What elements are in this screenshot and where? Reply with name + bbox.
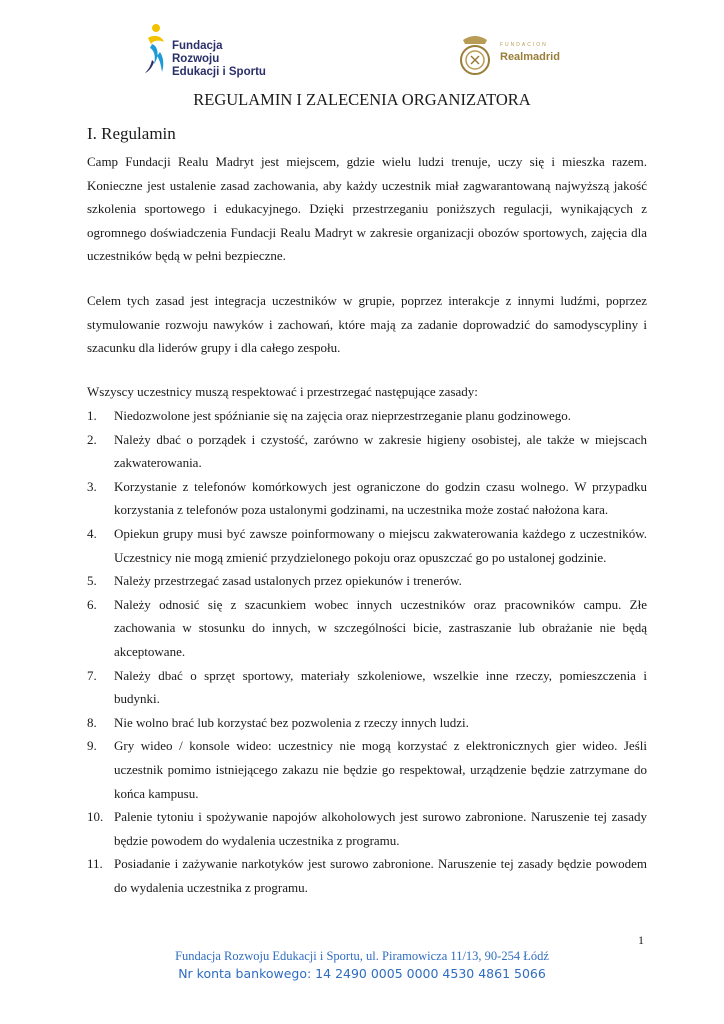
page-number: 1 [638, 933, 644, 947]
list-item [87, 404, 647, 428]
fundacja-logo [142, 22, 272, 82]
list-item [87, 805, 647, 852]
list-item [87, 522, 647, 569]
list-text: Gry wideo / konsole wideo: uczestnicy nie mogą korzystać z elektronicznych gier wideo. Jeśli uczestnik pomimo istniejącego zakazu nie będzie go respektował, urządzenie będzie zatrzymane do końca kampusu. [114, 738, 647, 801]
list-number: 9. [87, 738, 97, 754]
list-item [87, 711, 647, 735]
list-number: 5. [87, 573, 97, 589]
real-madrid-crest-icon [455, 30, 495, 78]
list-text: Posiadanie i zażywanie narkotyków jest surowo zabronione. Naruszenie tej zasady będzie powodem do wydalenia uczestnika z programu. [114, 856, 647, 895]
paragraph-purpose: Celem tych zasad jest integracja uczestników w grupie, poprzez interakcje z innymi ludźmi, poprzez stymulowanie rozwoju nawyków i zachowań, które mają za zadanie doprowadzić do samodyscypliny i szacunku dla liderów grupy i dla całego zespołu. [87, 293, 647, 356]
list-text: Korzystanie z telefonów komórkowych jest ograniczone do godzin czasu wolnego. W przypadku korzystania z telefonów poza ustalonymi godzinami, na uczestnika może zostać nałożona kara. [114, 478, 647, 518]
list-text: Nie wolno brać lub korzystać bez pozwolenia z rzeczy innych ludzi. [114, 714, 469, 730]
list-number: 10. [87, 809, 104, 825]
list-number: 4. [87, 525, 97, 541]
athlete-figure-icon [142, 22, 172, 74]
list-item [87, 593, 647, 664]
list-number: 6. [87, 596, 97, 612]
list-text: Należy dbać o porządek i czystość, zarówno w zakresie higieny osobistej, ale także w miejscach zakwaterowania. [114, 431, 647, 471]
list-item [87, 475, 647, 522]
list-number: 1. [87, 408, 97, 423]
logo-line-1: Fundacja Rozwoju [172, 40, 223, 65]
list-text: Należy dbać o sprzęt sportowy, materiały szkoleniowe, wszelkie inne rzeczy, pomieszczenia i budynki. [114, 667, 647, 707]
document-title: REGULAMIN I ZALECENIA ORGANIZATORA [193, 90, 531, 109]
rules-list [87, 404, 647, 899]
list-item [87, 664, 647, 711]
list-number: 11. [87, 856, 103, 872]
list-text: Opiekun grupy musi być zawsze poinformowany o miejscu zakwaterowania każdego z uczestników. Uczestnicy nie mogą zmienić przydzielonego pokoju oraz opuszczać go po ustalonej godzinie. [114, 525, 647, 565]
list-number: 3. [87, 478, 97, 494]
list-item [87, 569, 647, 593]
logo-realmadrid-label: Realmadrid [500, 51, 560, 63]
real-madrid-logo [455, 22, 575, 92]
list-number: 2. [87, 431, 97, 447]
paragraph-lead-in: Wszyscy uczestnicy muszą respektować i przestrzegać następujące zasady: [87, 384, 478, 399]
list-text: Należy odnosić się z szacunkiem wobec innych uczestników oraz pracowników campu. Złe zachowania w stosunku do innych, w szczególności bicie, zastraszanie lub obrażanie nie będą akceptowane. [114, 596, 647, 659]
paragraph-intro: Camp Fundacji Realu Madryt jest miejscem, gdzie wielu ludzi trenuje, uczy się i mieszka razem. Konieczne jest ustalenie zasad zachowania, aby każdy uczestnik miał zagwarantowaną najwyższą jakość szkolenia sportowego i edukacyjnego. Dzięki przestrzeganiu poniższych regulacji, wynikających z ogromnego doświadczenia Fundacji Realu Madryt w zakresie organizacji obozów sportowych, zajęcia dla uczestników będą w pełni bezpieczne. [87, 154, 647, 264]
footer-address: Fundacja Rozwoju Edukacji i Sportu, ul. Piramowicza 11/13, 90-254 Łódź [175, 949, 549, 963]
list-item [87, 852, 647, 899]
logo-fundacion-label: FUNDACION [500, 42, 548, 48]
list-text: Palenie tytoniu i spożywanie napojów alkoholowych jest surowo zabronione. Naruszenie tej zasady będzie powodem do wydalenia uczestnika z programu. [114, 809, 647, 848]
list-text: Należy przestrzegać zasad ustalonych przez opiekunów i trenerów. [114, 573, 462, 589]
list-item [87, 428, 647, 475]
list-number: 7. [87, 667, 97, 683]
footer-bank-account: Nr konta bankowego: 14 2490 0005 0000 4530 4861 5066 [178, 966, 546, 981]
logo-line-2: Edukacji i Sportu [172, 66, 266, 78]
list-number: 8. [87, 714, 97, 730]
list-item [87, 734, 647, 805]
section-heading: I. Regulamin [87, 124, 176, 143]
list-text: Niedozwolone jest spóźnianie się na zajęcia oraz nieprzestrzeganie planu godzinowego. [114, 408, 571, 423]
